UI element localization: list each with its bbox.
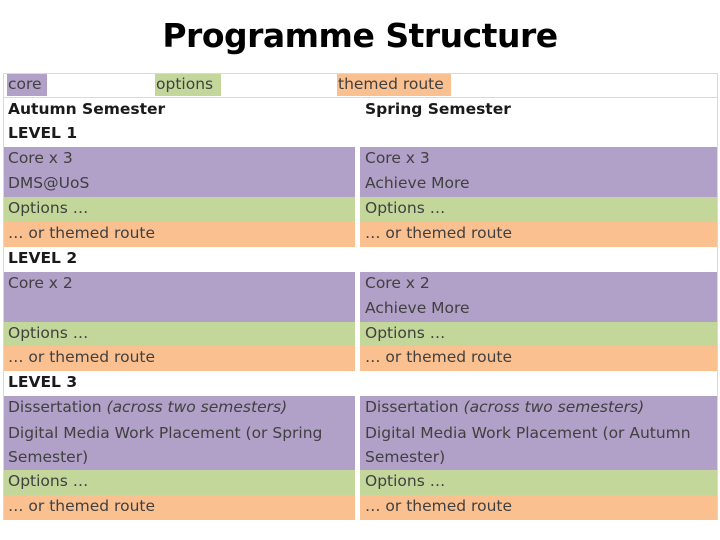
- level-1-autumn-themed: … or themed route: [3, 222, 355, 247]
- dissertation-label: Dissertation: [365, 398, 459, 416]
- dissertation-note: (across two semesters): [106, 398, 288, 416]
- level-2-autumn-options: Options …: [3, 322, 355, 346]
- level-3-autumn-placement: Digital Media Work Placement (or Spring Semester): [3, 421, 355, 470]
- level-2-autumn-core-blank: [3, 297, 355, 322]
- page-title: Programme Structure: [162, 16, 558, 55]
- grid-line: [3, 73, 718, 74]
- level-1-autumn-options: Options …: [3, 197, 355, 222]
- level-1-spring-themed: … or themed route: [360, 222, 718, 247]
- header-autumn: Autumn Semester: [3, 98, 355, 122]
- dissertation-label: Dissertation: [8, 398, 102, 416]
- level-1-spring-achieve-more: Achieve More: [360, 172, 718, 197]
- level-1-spring-core: Core x 3: [360, 147, 718, 172]
- legend-core: core: [7, 73, 47, 96]
- level-3-spring-dissertation: [360, 396, 718, 421]
- level-3-autumn-options: Options …: [3, 470, 355, 495]
- level-2-spring-achieve-more: Achieve More: [360, 297, 718, 322]
- legend-row: [3, 73, 718, 97]
- level-3-label: LEVEL 3: [3, 371, 355, 396]
- grid-line: [717, 73, 718, 520]
- level-3-spring-blank: [360, 371, 718, 396]
- level-3-autumn-dissertation: [3, 396, 355, 421]
- legend-options: options: [155, 73, 221, 96]
- dissertation-note: (across two semesters): [463, 398, 645, 416]
- level-1-spring-options: Options …: [360, 197, 718, 222]
- legend-themed-route: themed route: [337, 73, 451, 96]
- grid-line: [3, 73, 4, 520]
- level-2-spring-core: Core x 2: [360, 272, 718, 297]
- level-3-autumn-themed: … or themed route: [3, 495, 355, 520]
- level-3-spring-themed: … or themed route: [360, 495, 718, 520]
- level-2-spring-options: Options …: [360, 322, 718, 346]
- level-2-autumn-core: Core x 2: [3, 272, 355, 297]
- level-3-spring-placement: Digital Media Work Placement (or Autumn Semester): [360, 421, 718, 470]
- level-1-autumn-core: Core x 3: [3, 147, 355, 172]
- level-2-label: LEVEL 2: [3, 247, 355, 272]
- level-3-spring-options: Options …: [360, 470, 718, 495]
- level-1-autumn-dms: DMS@UoS: [3, 172, 355, 197]
- grid-line: [3, 97, 718, 98]
- header-spring: Spring Semester: [360, 98, 718, 122]
- level-2-spring-themed: … or themed route: [360, 346, 718, 371]
- level-1-spring-blank: [360, 122, 718, 147]
- level-2-spring-blank: [360, 247, 718, 272]
- programme-table: [3, 73, 718, 520]
- level-1-label: LEVEL 1: [3, 122, 355, 147]
- level-2-autumn-themed: … or themed route: [3, 346, 355, 371]
